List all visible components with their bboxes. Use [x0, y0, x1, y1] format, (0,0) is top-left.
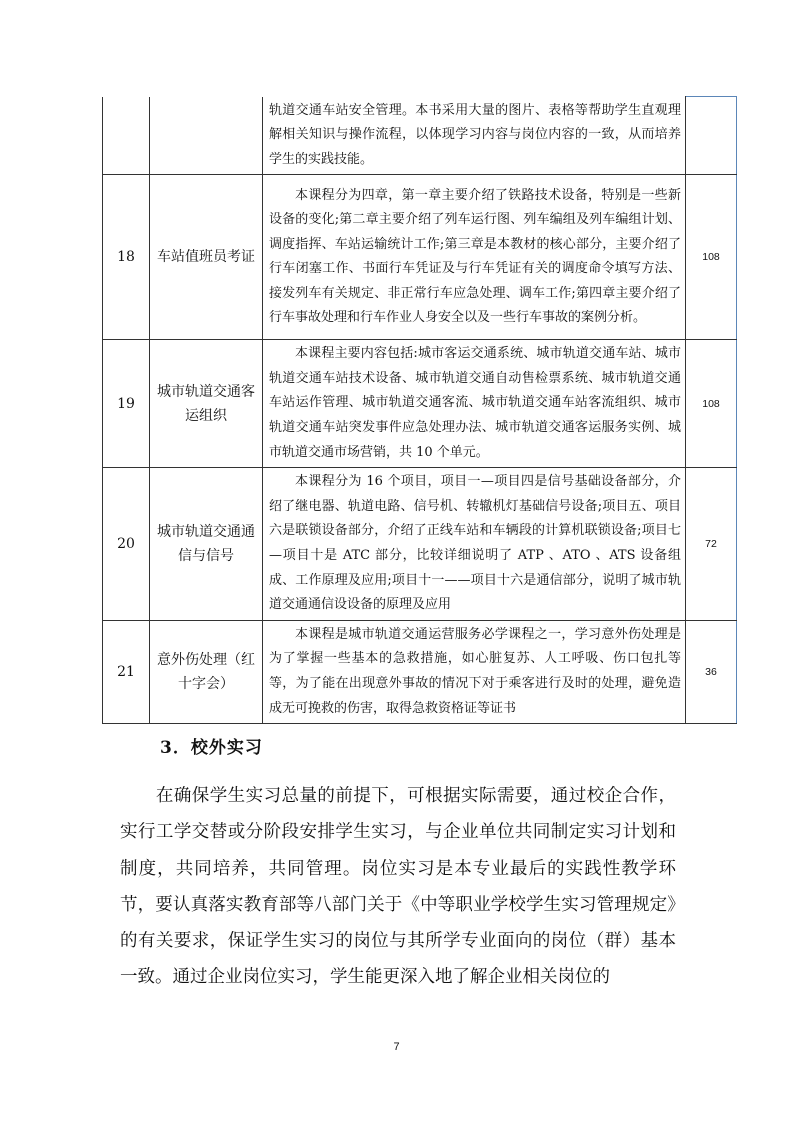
section-heading: 3．校外实习	[160, 738, 263, 758]
table-row	[103, 620, 737, 723]
body-paragraph: 在确保学生实习总量的前提下，可根据实际需要，通过校企合作，实行工学交替或分阶段安排学生实习，与企业单位共同制定实习计划和制度，共同培养，共同管理。岗位实习是本专业最后的实践性教学环节，要认真落实教育部等八部门关于《中等职业学校学生实习管理规定》的有关要求，保证学生实习的岗位与其所学专业面向的岗位（群）基本一致。通过企业岗位实习，学生能更深入地了解企业相关岗位的	[120, 786, 676, 988]
course-name: 意外伤处理（红十字会）	[150, 620, 263, 723]
table-row	[103, 468, 737, 621]
course-description: 本课程分为 16 个项目，项目一—项目四是信号基础设备部分，介绍了继电器、轨道电路、信号机、转辙机灯基础信号设备;项目五、项目六是联锁设备部分，介绍了正线车站和车辆段的计算机联锁设备;项目七—项目十是 ATC 部分，比较详细说明了 ATP 、ATO 、ATS 设备组成、工作原理及应用;项目十一——项目十六是通信部分，说明了城市轨道交通通信设设备的原理及应用	[263, 468, 686, 621]
table-row	[103, 175, 737, 340]
page-number: 7	[393, 1041, 400, 1053]
table-row	[103, 97, 737, 175]
course-hours: 36	[686, 620, 737, 723]
course-hours: 72	[686, 468, 737, 621]
course-number: 18	[103, 175, 150, 340]
course-name: 城市轨道交通通信与信号	[150, 468, 263, 621]
course-description: 轨道交通车站安全管理。本书采用大量的图片、表格等帮助学生直观理解相关知识与操作流程，以体现学习内容与岗位内容的一致，从而培养学生的实践技能。	[263, 97, 686, 175]
course-name	[150, 97, 263, 175]
course-number: 21	[103, 620, 150, 723]
course-description: 本课程是城市轨道交通运营服务必学课程之一，学习意外伤处理是为了掌握一些基本的急救措施，如心脏复苏、人工呼吸、伤口包扎等等，为了能在出现意外事故的情况下对于乘客进行及时的处理，避免造成无可挽救的伤害，取得急救资格证等证书	[263, 620, 686, 723]
course-name: 城市轨道交通客运组织	[150, 340, 263, 468]
course-description: 本课程分为四章，第一章主要介绍了铁路技术设备，特别是一些新设备的变化;第二章主要介绍了列车运行图、列车编组及列车编组计划、调度指挥、车站运输统计工作;第三章是本教材的核心部分，主要介绍了行车闭塞工作、书面行车凭证及与行车凭证有关的调度命令填写方法、接发列车有关规定、非正常行车应急处理、调车工作;第四章主要介绍了行车事故处理和行车作业人身安全以及一些行车事故的案例分析。	[263, 175, 686, 340]
course-hours: 108	[686, 340, 737, 468]
course-description: 本课程主要内容包括:城市客运交通系统、城市轨道交通车站、城市轨道交通车站技术设备、城市轨道交通自动售检票系统、城市轨道交通车站运作管理、城市轨道交通客流、城市轨道交通车站客流组织、城市轨道交通车站突发事件应急处理办法、城市轨道交通客运服务实例、城市轨道交通市场营销，共 10 个单元。	[263, 340, 686, 468]
course-number	[103, 97, 150, 175]
course-number: 19	[103, 340, 150, 468]
course-name: 车站值班员考证	[150, 175, 263, 340]
course-number: 20	[103, 468, 150, 621]
course-table	[102, 96, 737, 724]
course-hours	[686, 97, 737, 175]
course-hours: 108	[686, 175, 737, 340]
table-row	[103, 340, 737, 468]
